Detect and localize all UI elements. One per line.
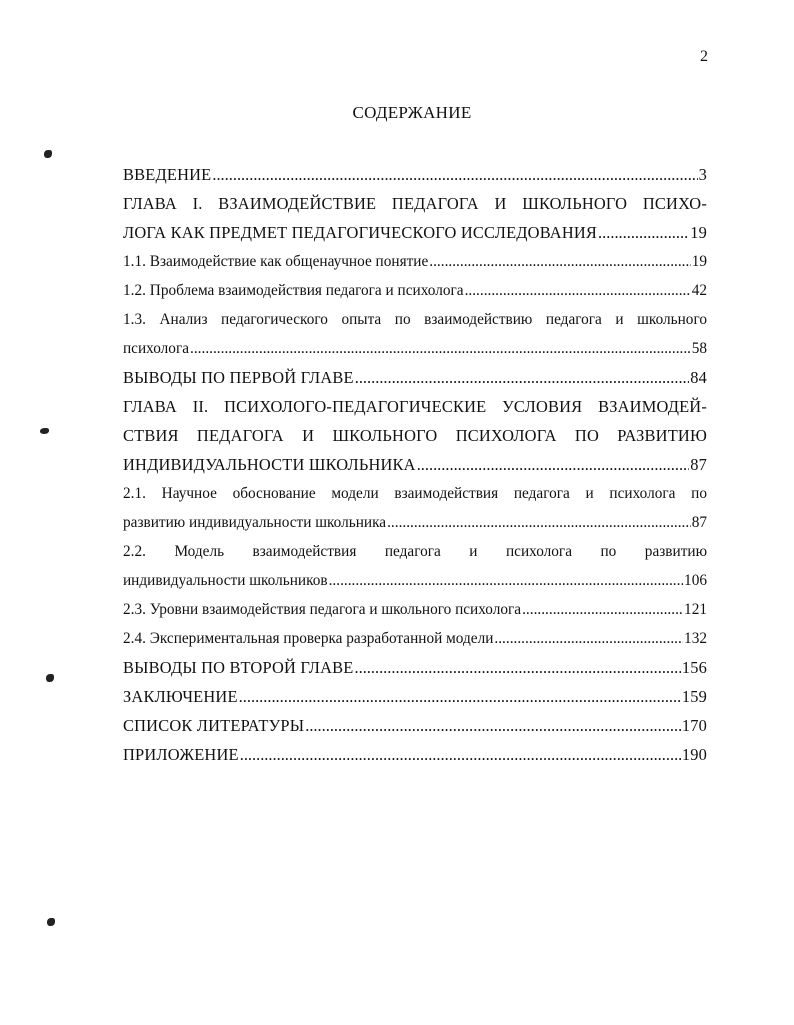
toc-entry-title: ГЛАВА I. ВЗАИМОДЕЙСТВИЕ ПЕДАГОГА И ШКОЛЬНОГО ПСИХО- [123,194,707,213]
toc-entry-bibliography[interactable] [123,711,707,740]
page-number: 2 [700,48,708,65]
toc-entry-section-2-1-line-2[interactable] [123,508,707,537]
toc-entry-title: ВЫВОДЫ ПО ВТОРОЙ ГЛАВЕ [123,658,354,677]
toc-entry-title: 1.1. Взаимодействие как общенаучное понятие [123,253,429,270]
toc-entry-chapter-1-line-2[interactable] [123,218,707,247]
toc-entry-section-2-1-line-1[interactable] [123,479,707,508]
toc-entry-page: 84 [690,368,707,387]
toc-entry-page: 106 [684,572,707,589]
toc-entry-title: ЗАКЛЮЧЕНИЕ [123,687,238,706]
toc-entry-title: ВЫВОДЫ ПО ПЕРВОЙ ГЛАВЕ [123,368,354,387]
toc-entry-title: СТВИЯ ПЕДАГОГА И ШКОЛЬНОГО ПСИХОЛОГА ПО РАЗВИТИЮ [123,426,707,445]
toc-entry-conclusions-chapter-2[interactable] [123,653,707,682]
toc-entry-section-2-4[interactable] [123,624,707,653]
toc-entry-title: психолога [123,340,190,357]
dot-leader [329,566,683,595]
dot-leader [387,508,691,537]
toc-entry-page: 190 [681,745,707,764]
toc-entry-page: 42 [691,282,707,299]
toc-entry-page: 170 [681,716,707,735]
dot-leader [465,276,691,305]
toc-entry-title: развитию индивидуальности школьника [123,514,387,531]
toc-entry-section-2-2-line-2[interactable] [123,566,707,595]
toc-entry-page: 132 [684,630,707,647]
toc-entry-title: 2.2. Модель взаимодействия педагога и психолога по развитию [123,543,707,560]
scan-speck [47,918,55,926]
toc-entry-title: ЛОГА КАК ПРЕДМЕТ ПЕДАГОГИЧЕСКОГО ИССЛЕДОВАНИЯ [123,223,598,242]
dot-leader [598,218,689,247]
dot-leader [355,653,681,682]
dot-leader [417,450,690,479]
toc-entry-title: 2.3. Уровни взаимодействия педагога и школьного психолога [123,601,522,618]
toc-entry-page: 87 [690,455,707,474]
toc-entry-section-1-2[interactable] [123,276,707,305]
toc-entry-title: 1.2. Проблема взаимодействия педагога и психолога [123,282,464,299]
toc-entry-page: 58 [691,340,707,357]
scan-speck [44,150,52,158]
toc-entry-section-2-3[interactable] [123,595,707,624]
toc-entry-chapter-2-line-3[interactable] [123,450,707,479]
toc-entry-title: 1.3. Анализ педагогического опыта по взаимодействию педагога и школьного [123,311,707,328]
toc-entry-section-1-3-line-1[interactable] [123,305,707,334]
dot-leader [522,595,683,624]
toc-entry-title: 2.4. Экспериментальная проверка разработанной модели [123,630,494,647]
toc-entry-title: ВВЕДЕНИЕ [123,165,212,184]
toc-entry-chapter-1-line-1[interactable] [123,189,707,218]
toc-entry-title: ПРИЛОЖЕНИЕ [123,745,239,764]
toc-entry-conclusion[interactable] [123,682,707,711]
toc-entry-conclusions-chapter-1[interactable] [123,363,707,392]
toc-entry-page: 156 [681,658,707,677]
toc-entry-title: СПИСОК ЛИТЕРАТУРЫ [123,716,305,735]
toc-entry-section-1-3-line-2[interactable] [123,334,707,363]
toc-entry-section-2-2-line-1[interactable] [123,537,707,566]
dot-leader [190,334,691,363]
table-of-contents [123,160,707,769]
dot-leader [305,711,681,740]
toc-entry-title: ГЛАВА II. ПСИХОЛОГО-ПЕДАГОГИЧЕСКИЕ УСЛОВИЯ ВЗАИМОДЕЙ- [123,397,707,416]
toc-entry-page: 19 [691,253,707,270]
dot-leader [355,363,689,392]
dot-leader [429,247,690,276]
dot-leader [239,682,681,711]
scan-speck [40,428,49,434]
toc-entry-page: 121 [684,601,707,618]
toc-entry-page: 19 [690,223,707,242]
toc-entry-appendix[interactable] [123,740,707,769]
toc-entry-page: 87 [691,514,707,531]
dot-leader [494,624,683,653]
toc-entry-page: 3 [698,165,707,184]
toc-entry-chapter-2-line-1[interactable] [123,392,707,421]
toc-entry-title: ИНДИВИДУАЛЬНОСТИ ШКОЛЬНИКА [123,455,416,474]
page-title: СОДЕРЖАНИЕ [352,103,472,122]
toc-entry-page: 159 [681,687,707,706]
toc-entry-section-1-1[interactable] [123,247,707,276]
toc-entry-chapter-2-line-2[interactable] [123,421,707,450]
toc-entry-title: 2.1. Научное обоснование модели взаимодействия педагога и психолога по [123,485,707,502]
toc-entry-introduction[interactable] [123,160,707,189]
scan-speck [46,674,54,682]
dot-leader [240,740,681,769]
dot-leader [212,160,697,189]
toc-entry-title: индивидуальности школьников [123,572,328,589]
